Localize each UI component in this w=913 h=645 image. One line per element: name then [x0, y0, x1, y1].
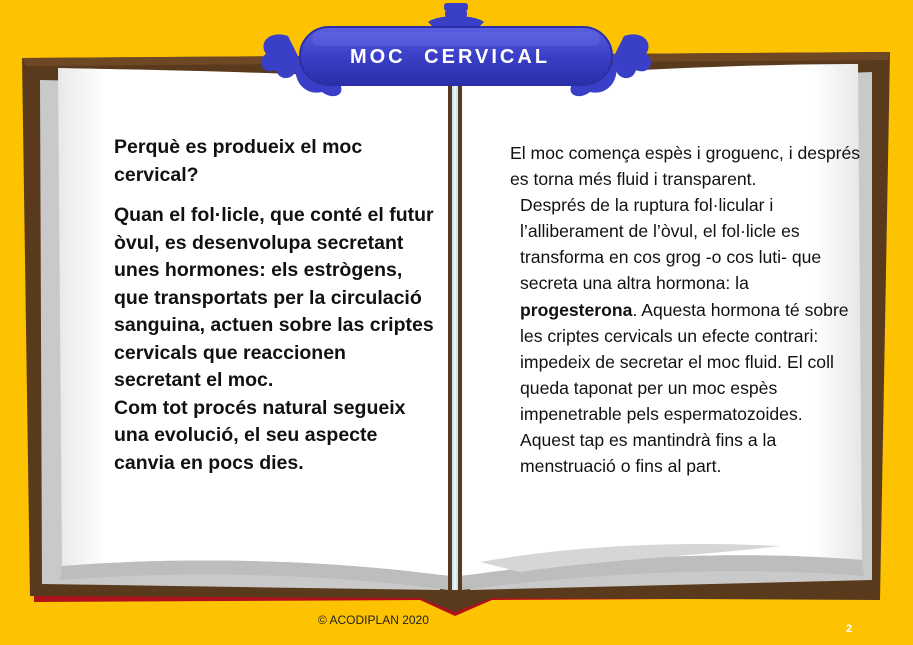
right-paragraph-2-end: . Aquesta hormona té sobre les criptes cervicals un efecte contrari: impedeix de secretar el moc fluid. El coll queda taponat per un moc espès impenetrable pels espermatozoides. [520, 299, 849, 424]
right-paragraph-2-start: Després de la ruptura fol·licular i l’alliberament de l’òvul, el fol·licle es transforma en cos grog -o cos luti- que secreta una altra hormona: la [520, 195, 822, 294]
copyright-notice: © ACODIPLAN 2020 [318, 613, 429, 627]
page-title: MOC CERVICAL [349, 46, 551, 68]
left-paragraph-2: Com tot procés natural segueix una evolució, el seu aspecte canvia en pocs dies. [114, 396, 406, 474]
page-number: 2 [846, 623, 853, 635]
left-paragraph-1: Quan el fol·licle, que conté el futur òvul, es desenvolupa secretant unes hormones: els estrògens, que transportats per la circulació sanguina, actuen sobre las criptes cervicals que reaccionen secretant el moc. [114, 204, 434, 391]
right-paragraph-2 [496, 192, 866, 427]
progesterone-term: progesterona [520, 299, 633, 320]
left-page-content [92, 134, 437, 477]
right-page-content [496, 140, 866, 479]
left-heading: Perquè es produeix el moc cervical? [114, 136, 363, 186]
right-paragraph-1: El moc comença espès i groguenc, i després es torna més fluid i transparent. [510, 143, 861, 190]
right-paragraph-3: Aquest tap es mantindrà fins a la menstruació o fins al part. [520, 430, 777, 477]
